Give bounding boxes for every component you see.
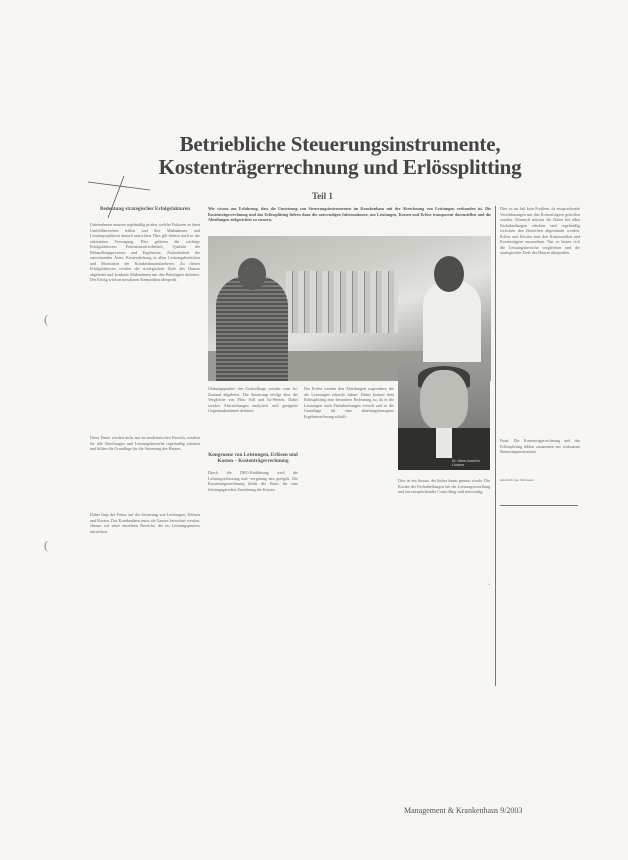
note-rule xyxy=(500,505,578,506)
column-3-text xyxy=(304,386,394,588)
col4-paragraph: Dies ist ein Ansatz, der bisher kaum genutzt wurde. Die Kosten der Fachabteilungen bei der Leistungserstellung und ein entsprechendes Controlling sind notwendig. xyxy=(398,478,490,494)
col1-paragraph-2: Diese Daten werden nicht nur im medizinischen Bereich, sondern für alle Abteilungen und Leistungsbereiche regelmäßig erhoben und bilden die Grundlage für die Steuerung des Hauses. xyxy=(90,435,200,451)
portrait-caption: Dr. Hans-Joachim Löckner xyxy=(452,459,480,467)
col1-paragraph-3: Daher liegt der Fokus auf der Steuerung von Leistungen, Erlösen und Kosten. Das Krankenhaus muss als Ganzes betrachtet werden, ebenso wie seine einzelnen Bereiche, die im Leistungsprozess mitwirken. xyxy=(90,512,200,534)
col1-heading: Bedeutung strategischer Erfolgsfaktoren xyxy=(99,206,190,212)
scan-margin-mark: ( xyxy=(44,538,48,552)
column-4-text xyxy=(398,478,490,588)
article-title-line-1: Betriebliche Steuerungsinstrumente, xyxy=(179,132,501,156)
column-1-text-b xyxy=(90,435,200,510)
col1-paragraph: Unternehmen müssen regelmäßig prüfen, welche Faktoren in ihren Umfeldbereichen fehlen und ihre Maßnahmen und Leistungsspektren danach ausrichten. Dies gilt ebenso auch in der stationären Versorgung. Hier gehören die wichtige Erfolgsfaktoren: Patientenzufriedenheit, Qualität der Behandlungsprozesse und Ergebnisse, Zufriedenheit der einweisenden Ärzte, Kostendeckung in allen Leistungsbereichen und Motivation der Krankenhausmitarbeiter. Zu diesen Erfolgsfaktoren werden die strategischen Ziele des Hauses abgeleitet und konkrete Maßnahmen mit den Beteiligten definiert. Der Erfolg wird an messbaren Kennzahlen überprüft. xyxy=(90,222,200,282)
intro-text xyxy=(208,206,491,234)
col5-paragraph: Dies ist im Juli kein Problem, da entsprechende Vereinbarungen mit den Kostenträgern getroffen wurden. Dennoch müssen die Daten bei allen Fachabteilungen erhoben und regelmäßig zwischen den Bereichen abgestimmt werden. Erlöse und Kosten sind den Kostenstellen und Kostenträgern zuzuordnen. Nur so lassen sich die Leistungsbereiche vergleichen und die strategischen Ziele des Hauses überprüfen. xyxy=(500,206,580,255)
office-photo xyxy=(208,236,491,381)
column-5-text-b xyxy=(500,438,580,468)
column-2-text xyxy=(208,386,298,446)
column-2-text-b xyxy=(208,470,298,588)
continuation-note: » xyxy=(488,582,490,586)
publication-footer: Management & Krankenhaus 9/2003 xyxy=(404,806,523,815)
column-1-text-c xyxy=(90,512,200,592)
column-5-text xyxy=(500,206,580,601)
col3-paragraph: Die Erlöse werden den Abteilungen zugeordnet, die die Leistungen erbracht haben. Dabei kommt dem Erlössplitting eine besondere Bedeutung zu, da es die Leistungen nach Fachabteilungen verteilt und so die Grundlage für eine abteilungsbezogene Ergebnisrechnung schafft. xyxy=(304,386,394,419)
col2-subheading: Kongruenz von Leistungen, Erlösen und Kosten – Kostenträgerrechnung xyxy=(208,452,298,464)
col5-paragraph-2: Fazit: Die Kostenträgerrechnung und das Erlössplitting bilden zusammen ein wirksames Steuerungsinstrument. xyxy=(500,438,580,454)
part-label: Teil 1 xyxy=(312,191,333,201)
column-divider xyxy=(495,206,496,686)
author-portrait xyxy=(398,362,490,470)
intro-paragraph: Wir wissen aus Erfahrung, dass die Umsetzung von Steuerungsinstrumenten im Krankenhaus mit der Abrechnung von Leistungen verbunden ist. Die Kostenträgerrechnung und das Erlössplitting liefern dazu die notwendigen Informationen, um Leistungen, Kosten und Erlöse transparent darzustellen und die Abteilungen zielgerichtet zu steuern. xyxy=(208,206,491,222)
column-1-text xyxy=(90,222,200,432)
scan-margin-mark: ( xyxy=(44,312,48,326)
author-address: Anschrift des Verfassers xyxy=(500,478,534,482)
article-title-line-2: Kostenträgerrechnung und Erlössplitting xyxy=(158,155,522,179)
col2-paragraph: Ordnungspunkte des Controllings werden vom Ist-Zustand abgeleitet. Die Steuerung erfolgt über die Vergleiche von Plan, Soll und Ist-Werten. Dabei werden Abweichungen analysiert und geeignete Gegenmaßnahmen definiert. xyxy=(208,386,298,413)
col2-paragraph-2: Durch die DRG-Einführung wird die Leistungserfassung und -vergütung neu geregelt. Die Kostenträgerrechnung bildet die Basis für eine leistungsgerechte Zuordnung der Kosten. xyxy=(208,470,298,492)
